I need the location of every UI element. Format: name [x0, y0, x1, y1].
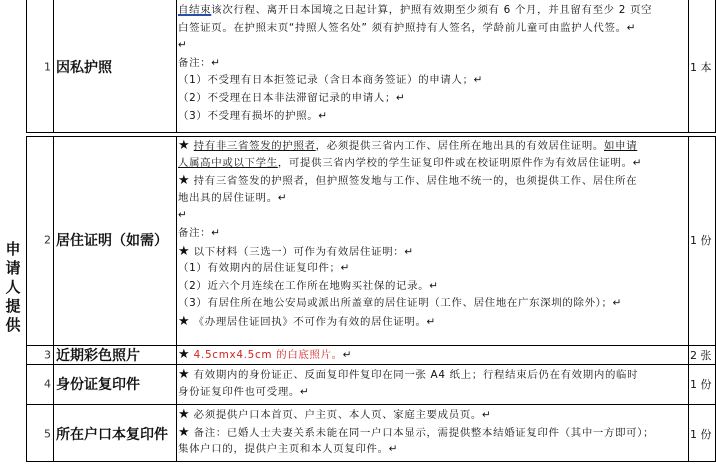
requirement-text [178, 137, 686, 331]
star-bullet-icon: ★ [178, 173, 194, 189]
row-divider [26, 404, 716, 405]
item-quantity: 1 份 [690, 378, 712, 391]
text-segment: （3）有居住所在地公安局或派出所盖章的居住证明（工作、居住地在广东深圳的除外）；↵ [178, 297, 623, 310]
star-bullet-icon: ★ [178, 367, 194, 382]
text-line [178, 55, 686, 73]
text-segment: 集体户口的，提供户主页和本人页复印件。↵ [178, 443, 399, 456]
category-label: 申请人提供 [5, 240, 21, 334]
text-line [178, 384, 686, 402]
text-segment: ↵ [342, 349, 353, 361]
star-bullet-icon: ★ [178, 313, 194, 329]
item-quantity: 2 张 [690, 349, 712, 362]
text-line [178, 37, 686, 55]
text-segment: 该次行程、离开日本国境之日起计算，护照有效期至少须有 6 个月，并且留有至少 2 页空 [211, 4, 653, 16]
text-line [178, 225, 686, 243]
item-quantity: 1 份 [690, 428, 712, 441]
text-line [178, 207, 686, 225]
text-segment: ↵ [178, 209, 188, 222]
star-bullet-icon: ★ [178, 138, 194, 153]
table-border-num [53, 0, 54, 462]
item-label: 近期彩色照片 [56, 348, 140, 364]
star-bullet-icon: ★ [178, 347, 194, 362]
requirement-text [178, 406, 686, 459]
item-quantity: 1 份 [690, 234, 712, 247]
text-segment: 地出具的居住证明。↵ [178, 191, 288, 204]
text-segment: ，必须提供三省内工作、居住所在地出具的有效居住证明。 [315, 140, 605, 152]
item-quantity: 1 本 [690, 61, 712, 74]
text-segment: 必须提供户口本首页、户主页、本人页、家庭主要成员页。↵ [193, 409, 492, 421]
text-line [178, 278, 686, 296]
row-number: 1 [44, 60, 51, 74]
text-segment: 有效期内的身份证正、反面复印件复印在同一张 A4 纸上；行程结束后仍在有效期内的临时 [193, 369, 639, 381]
text-line [178, 90, 686, 108]
row-number: 2 [44, 233, 51, 247]
text-line [178, 108, 686, 126]
text-line [178, 72, 686, 90]
text-segment: 白签证页。在护照末页“持照人签名处” 须有护照持有人签名，学龄前儿童可由监护人代签。↵ [178, 21, 637, 34]
item-label: 居住证明（如需） [56, 233, 168, 249]
star-bullet-icon: ★ [178, 243, 194, 259]
text-segment: 备注：↵ [178, 56, 221, 69]
item-label: 所在户口本复印件 [56, 427, 168, 443]
text-line [178, 346, 686, 364]
text-segment: 持有三省签发的护照者，但护照签发地与工作、居住地不统一的，也须提供工作、居住所在 [193, 175, 638, 188]
table-border-label [176, 0, 177, 462]
text-segment: 身份证复印件也可受理。↵ [178, 385, 310, 398]
text-segment: ，可提供三省内学校的学生证复印件或在校证明原件作为有效居住证明。↵ [277, 156, 643, 169]
row-number: 4 [44, 377, 51, 391]
text-line [178, 366, 686, 384]
text-line [178, 155, 686, 173]
text-segment: （2）近六个月连续在工作所在地购买社保的记录。↵ [178, 279, 439, 292]
text-segment: 持有非三省签发的护照者 [193, 140, 316, 152]
text-segment: 备注：已婚人士夫妻关系未能在同一户口本显示，需提供整本结婚证复印件（其中一方即可）； [193, 426, 655, 439]
item-label: 因私护照 [56, 60, 112, 76]
text-segment: 4.5cmx4.5cm 的白底照片。 [193, 349, 343, 361]
text-segment: ↵ [178, 39, 188, 52]
text-segment: 自结束 [178, 4, 212, 16]
requirement-text [178, 346, 686, 364]
text-line [178, 406, 686, 424]
star-bullet-icon: ★ [178, 424, 194, 440]
text-segment: 以下材料（三选一）可作为有效居住证明：↵ [193, 245, 414, 258]
text-line [178, 441, 686, 459]
text-segment: 如申请 [604, 140, 638, 152]
row-number: 5 [44, 427, 51, 441]
text-segment: 备注：↵ [178, 226, 221, 239]
text-line [178, 260, 686, 278]
text-segment: 人属高中或以下学生 [178, 156, 278, 169]
text-line [178, 424, 686, 442]
text-segment: （2）不受理在日本非法滞留记录的申请人；↵ [178, 91, 406, 104]
table-border-qty [688, 0, 689, 462]
text-segment: （3）不受理有损坏的护照。↵ [178, 109, 328, 122]
requirement-text [178, 2, 686, 125]
text-line [178, 172, 686, 190]
text-segment: （1）有效期内的居住证复印件；↵ [178, 262, 350, 275]
text-line [178, 190, 686, 208]
row-number: 3 [44, 348, 51, 362]
requirement-text [178, 366, 686, 401]
text-line [178, 137, 686, 155]
row-divider [26, 461, 716, 462]
text-segment: 《办理居住证回执》不可作为有效的居住证明。↵ [193, 315, 436, 328]
text-line [178, 313, 686, 331]
item-label: 身份证复印件 [56, 377, 140, 393]
star-bullet-icon: ★ [178, 407, 194, 422]
text-line [178, 243, 686, 261]
text-line [178, 20, 686, 38]
text-segment: （1）不受理有日本拒签记录（含日本商务签证）的申请人；↵ [178, 74, 484, 87]
text-line [178, 295, 686, 313]
text-line [178, 2, 686, 20]
